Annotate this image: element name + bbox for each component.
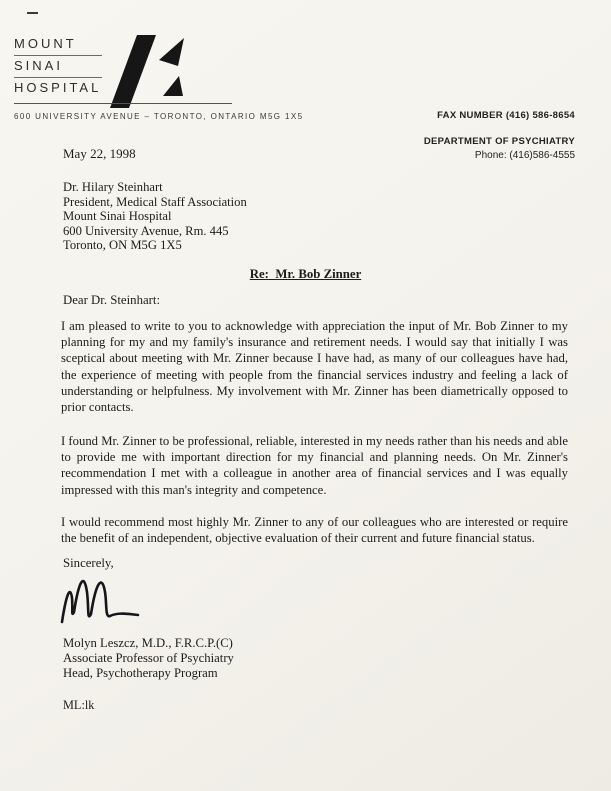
recipient-line: 600 University Avenue, Rm. 445 bbox=[63, 223, 229, 238]
signer-name: Molyn Leszcz, M.D., F.R.C.P.(C) bbox=[63, 636, 233, 650]
department-line: DEPARTMENT OF PSYCHIATRY bbox=[423, 136, 575, 147]
reference-initials: ML:lk bbox=[63, 698, 95, 712]
fax-number-line: FAX NUMBER (416) 586-8654 bbox=[437, 110, 575, 121]
recipient-line: Mount Sinai Hospital bbox=[63, 209, 172, 224]
signer-title-2: Head, Psychotherapy Program bbox=[63, 665, 218, 680]
recipient-line: President, Medical Staff Association bbox=[63, 194, 247, 209]
recipient-address-block bbox=[63, 180, 247, 253]
hospital-logo-wordmark bbox=[14, 34, 102, 99]
letterhead-rule bbox=[14, 103, 232, 104]
signature-block bbox=[63, 636, 234, 680]
signer-title-1: Associate Professor of Psychiatry bbox=[63, 650, 234, 665]
subject-line: Re: Mr. Bob Zinner bbox=[249, 267, 362, 281]
hospital-logo-icon bbox=[102, 30, 192, 108]
body-paragraph-1: I am pleased to write to you to acknowledge with appreciation the input of Mr. Bob Zinner to my planning for my and my family's insurance and retirement needs. I would say that initially I was sceptical about meeting with Mr. Zinner because I have had, as many of our colleagues have had, the experience of meeting with people from the financial services industry and feeling a lack of understanding or helpfulness. My involvement with Mr. Zinner has been diametrically opposed to prior contacts. bbox=[61, 319, 568, 415]
body-paragraph-3: I would recommend most highly Mr. Zinner to any of our colleagues who are interested or require the benefit of an independent, objective evaluation of their current and future financial status. bbox=[61, 515, 568, 546]
recipient-line: Toronto, ON M5G 1X5 bbox=[63, 238, 182, 253]
salutation: Dear Dr. Steinhart: bbox=[63, 293, 161, 307]
body-paragraph-2: I found Mr. Zinner to be professional, reliable, interested in my needs rather than his needs and able to provide me with important direction for my financial and planning needs. On Mr. Zinner's recommendation I met with a colleague in another area of financial services and I was equally impressed with this man's integrity and competence. bbox=[61, 434, 568, 497]
handwritten-signature bbox=[58, 570, 158, 630]
letterhead-address-line: 600 UNIVERSITY AVENUE – TORONTO, ONTARIO M5G 1X5 bbox=[14, 112, 304, 121]
hospital-name-line-1: MOUNT bbox=[14, 34, 102, 56]
recipient-line: Dr. Hilary Steinhart bbox=[63, 180, 163, 194]
hospital-name-line-2: SINAI bbox=[14, 56, 102, 78]
letter-date: May 22, 1998 bbox=[63, 146, 136, 161]
closing-line: Sincerely, bbox=[63, 556, 114, 570]
hospital-name-line-3: HOSPITAL bbox=[14, 80, 102, 95]
phone-line: Phone: (416)586-4555 bbox=[474, 150, 575, 161]
letterhead-contact-block bbox=[424, 110, 575, 161]
scan-artifact-mark bbox=[27, 12, 38, 14]
